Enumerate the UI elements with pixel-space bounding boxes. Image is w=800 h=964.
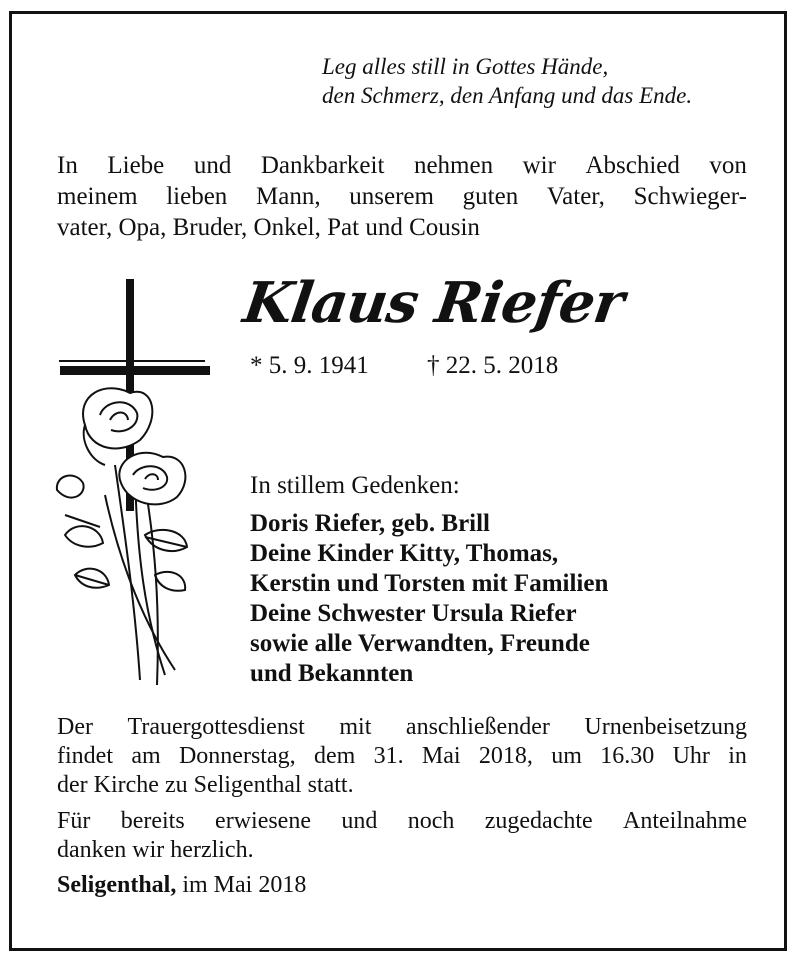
mourners-heading: In stillem Gedenken: xyxy=(250,472,460,499)
mourner-line: sowie alle Verwandten, Freunde xyxy=(250,630,590,657)
intro-line-2 xyxy=(57,181,747,212)
cross-with-roses-icon xyxy=(45,275,215,695)
word: unserem xyxy=(349,183,434,210)
mourner-line: Deine Kinder Kitty, Thomas, xyxy=(250,540,559,567)
word: Abschied xyxy=(585,152,680,179)
word: Trauergottesdienst xyxy=(127,714,305,740)
word: in xyxy=(728,743,747,769)
motto-line-1: Leg alles still in Gottes Hände, xyxy=(322,54,609,79)
motto-verse xyxy=(322,52,692,110)
word: guten xyxy=(462,183,519,210)
service-line-1 xyxy=(57,713,747,742)
word: Schwieger- xyxy=(633,183,747,210)
intro-line-1 xyxy=(57,150,747,181)
mourners-list xyxy=(250,509,608,689)
mourner-line: Kerstin und Torsten mit Familien xyxy=(250,570,609,597)
word: zugedachte xyxy=(484,808,593,834)
word: erwiesene xyxy=(215,808,311,834)
intro-line-3: vater, Opa, Bruder, Onkel, Pat und Cousin xyxy=(57,214,480,241)
word: bereits xyxy=(120,808,185,834)
word: am xyxy=(131,743,161,769)
death-date: † 22. 5. 2018 xyxy=(427,352,559,379)
word: lieben xyxy=(166,183,228,210)
word: wir xyxy=(522,152,556,179)
word: und xyxy=(341,808,378,834)
word: von xyxy=(709,152,747,179)
closing-place: Seligenthal, xyxy=(57,872,177,898)
word: 2018, xyxy=(478,743,533,769)
thanks-line-2: danken wir herzlich. xyxy=(57,837,254,863)
thanks-paragraph xyxy=(57,807,747,865)
word: Dankbarkeit xyxy=(260,152,385,179)
thanks-line-1 xyxy=(57,807,747,836)
word: mit xyxy=(339,714,372,740)
word: Für xyxy=(57,808,91,834)
service-paragraph xyxy=(57,713,747,800)
service-line-3: der Kirche zu Seligenthal statt. xyxy=(57,772,354,798)
word: Liebe xyxy=(107,152,165,179)
word: 16.30 xyxy=(600,743,655,769)
intro-paragraph xyxy=(57,150,747,243)
word: Vater, xyxy=(546,183,605,210)
motto-line-2: den Schmerz, den Anfang und das Ende. xyxy=(322,83,693,108)
word: nehmen xyxy=(413,152,494,179)
word: findet xyxy=(57,743,113,769)
word: Uhr xyxy=(672,743,710,769)
word: In xyxy=(57,152,78,179)
word: Anteilnahme xyxy=(623,808,747,834)
word: anschließender xyxy=(405,714,550,740)
word: dem xyxy=(313,743,356,769)
life-dates xyxy=(250,352,558,380)
mourner-line: und Bekannten xyxy=(250,660,414,687)
word: Donnerstag, xyxy=(178,743,296,769)
closing-date: im Mai 2018 xyxy=(182,872,307,898)
word: und xyxy=(193,152,232,179)
mourner-line: Doris Riefer, geb. Brill xyxy=(250,510,491,537)
closing-place-date xyxy=(57,872,306,899)
word: um xyxy=(551,743,582,769)
service-line-2 xyxy=(57,742,747,771)
birth-date: * 5. 9. 1941 xyxy=(250,352,369,379)
word: 31. xyxy=(373,743,404,769)
word: Der xyxy=(57,714,93,740)
word: Mann, xyxy=(256,183,321,210)
word: noch xyxy=(407,808,455,834)
word: Mai xyxy=(421,743,461,769)
mourner-line: Deine Schwester Ursula Riefer xyxy=(250,600,577,627)
word: Urnenbeisetzung xyxy=(584,714,747,740)
word: meinem xyxy=(57,183,138,210)
deceased-name: Klaus Riefer xyxy=(239,270,628,336)
